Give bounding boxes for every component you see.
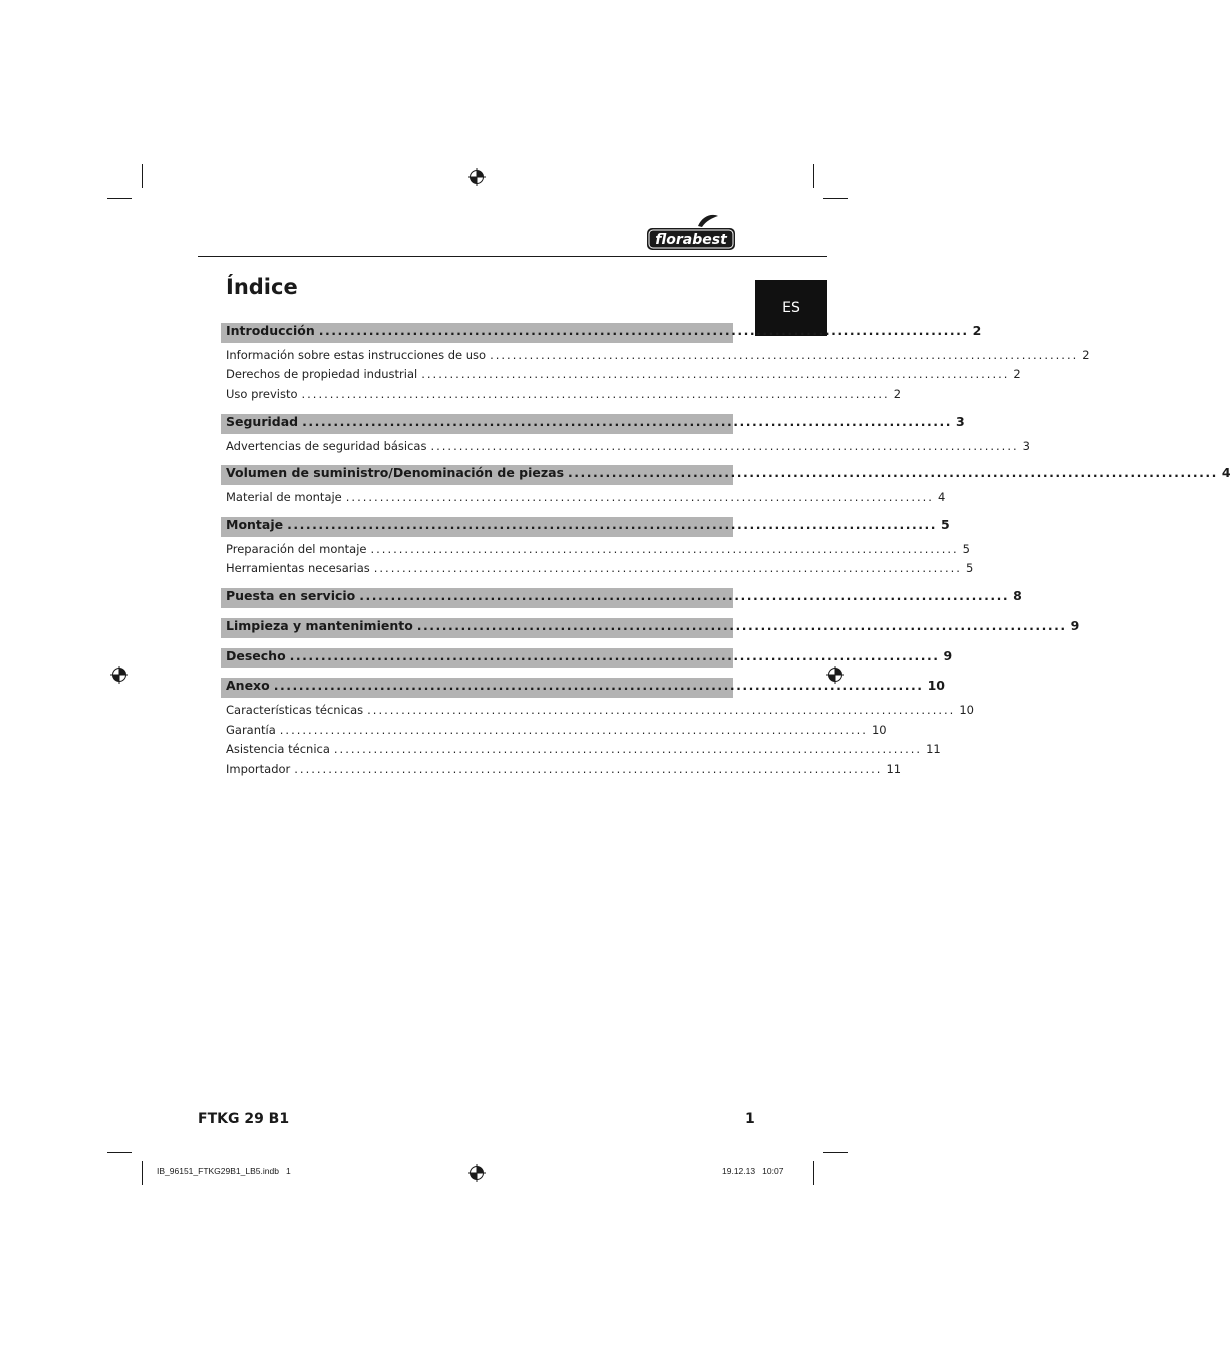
leader-dots: ........................................................................................................ xyxy=(416,618,1067,634)
leader-dots: ........................................................................................................ xyxy=(333,742,923,757)
registration-mark-icon xyxy=(468,1164,486,1182)
toc-section xyxy=(221,465,1231,517)
florabest-logo xyxy=(646,214,736,252)
logo-text: florabest xyxy=(655,232,727,248)
footer-page-number: 1 xyxy=(745,1111,755,1127)
print-slug-date: 19.12.13 10:07 xyxy=(722,1166,784,1176)
leader-dots: ........................................................................................................ xyxy=(301,386,890,401)
toc-entry[interactable]: Características técnicas ........................................................................................................ 10 xyxy=(226,702,974,717)
toc-section-heading[interactable]: Desecho ........................................................................................................ 9 xyxy=(221,648,733,668)
crop-mark xyxy=(107,1152,132,1153)
leader-dots: ........................................................................................................ xyxy=(373,561,962,576)
leader-dots: ........................................................................................................ xyxy=(430,438,1019,453)
language-tab-label: ES xyxy=(782,300,800,316)
leader-dots: ........................................................................................................ xyxy=(421,367,1010,382)
leader-dots: ........................................................................................................ xyxy=(367,702,956,717)
leader-dots: ........................................................................................................ xyxy=(359,588,1010,604)
crop-mark xyxy=(107,198,132,199)
toc-section xyxy=(221,678,974,788)
leader-dots: ........................................................................................................ xyxy=(302,413,952,429)
table-of-contents xyxy=(221,323,1231,789)
toc-entry[interactable]: Herramientas necesarias ........................................................................................................ 5 xyxy=(226,561,974,576)
toc-section-heading[interactable]: Anexo ........................................................................................................ 10 xyxy=(221,678,733,698)
toc-entry[interactable]: Advertencias de seguridad básicas ........................................................................................................ 3 xyxy=(226,438,1030,453)
crop-mark xyxy=(823,1152,848,1153)
toc-entry[interactable]: Uso previsto ........................................................................................................ 2 xyxy=(226,386,902,401)
toc-entry[interactable]: Información sobre estas instrucciones de uso ........................................................................................................ 2 xyxy=(226,347,1090,362)
print-slug-file: IB_96151_FTKG29B1_LB5.indb 1 xyxy=(157,1166,291,1176)
leader-dots: ........................................................................................................ xyxy=(370,541,959,556)
crop-mark xyxy=(813,164,814,188)
toc-section-heading[interactable]: Limpieza y mantenimiento ........................................................................................................ 9 xyxy=(221,618,733,638)
toc-section-heading[interactable]: Introducción ........................................................................................................ 2 xyxy=(221,323,733,343)
toc-entry[interactable]: Garantía ........................................................................................................ 10 xyxy=(226,722,887,737)
toc-section xyxy=(221,648,953,678)
toc-section xyxy=(221,323,1090,414)
toc-section-heading[interactable]: Seguridad ........................................................................................................ 3 xyxy=(221,414,733,434)
registration-mark-icon xyxy=(468,168,486,186)
leader-dots: ........................................................................................................ xyxy=(279,722,868,737)
leader-dots: ........................................................................................................ xyxy=(273,678,924,694)
toc-section xyxy=(221,618,1080,648)
toc-entry[interactable]: Asistencia técnica ........................................................................................................ 11 xyxy=(226,742,941,757)
toc-section xyxy=(221,516,974,588)
toc-entry[interactable]: Importador ........................................................................................................ 11 xyxy=(226,761,902,776)
crop-mark xyxy=(823,198,848,199)
leader-dots: ........................................................................................................ xyxy=(318,323,969,338)
toc-section-heading[interactable]: Volumen de suministro/Denominación de piezas ........................................................................................................ 4 xyxy=(221,465,733,485)
leader-dots: ........................................................................................................ xyxy=(287,516,937,532)
header-rule xyxy=(198,256,827,257)
crop-mark xyxy=(813,1161,814,1185)
toc-entry[interactable]: Preparación del montaje ........................................................................................................ 5 xyxy=(226,541,970,556)
leader-dots: ........................................................................................................ xyxy=(490,347,1079,362)
leader-dots: ........................................................................................................ xyxy=(294,761,883,776)
crop-mark xyxy=(142,1161,143,1185)
toc-section-heading[interactable]: Montaje ........................................................................................................ 5 xyxy=(221,517,733,537)
toc-entry[interactable]: Material de montaje ........................................................................................................ 4 xyxy=(226,490,946,505)
leader-dots: ........................................................................................................ xyxy=(345,490,934,505)
toc-section xyxy=(221,413,1030,466)
leader-dots: ........................................................................................................ xyxy=(289,648,940,664)
toc-section-heading[interactable]: Puesta en servicio ........................................................................................................ 8 xyxy=(221,588,733,608)
leader-dots: ........................................................................................................ xyxy=(568,465,1218,481)
footer-model-number: FTKG 29 B1 xyxy=(198,1111,290,1127)
crop-mark xyxy=(142,164,143,188)
registration-mark-icon xyxy=(110,666,128,684)
page-title: Índice xyxy=(226,275,298,299)
toc-section xyxy=(221,588,1022,618)
toc-entry[interactable]: Derechos de propiedad industrial ........................................................................................................ 2 xyxy=(226,367,1021,382)
